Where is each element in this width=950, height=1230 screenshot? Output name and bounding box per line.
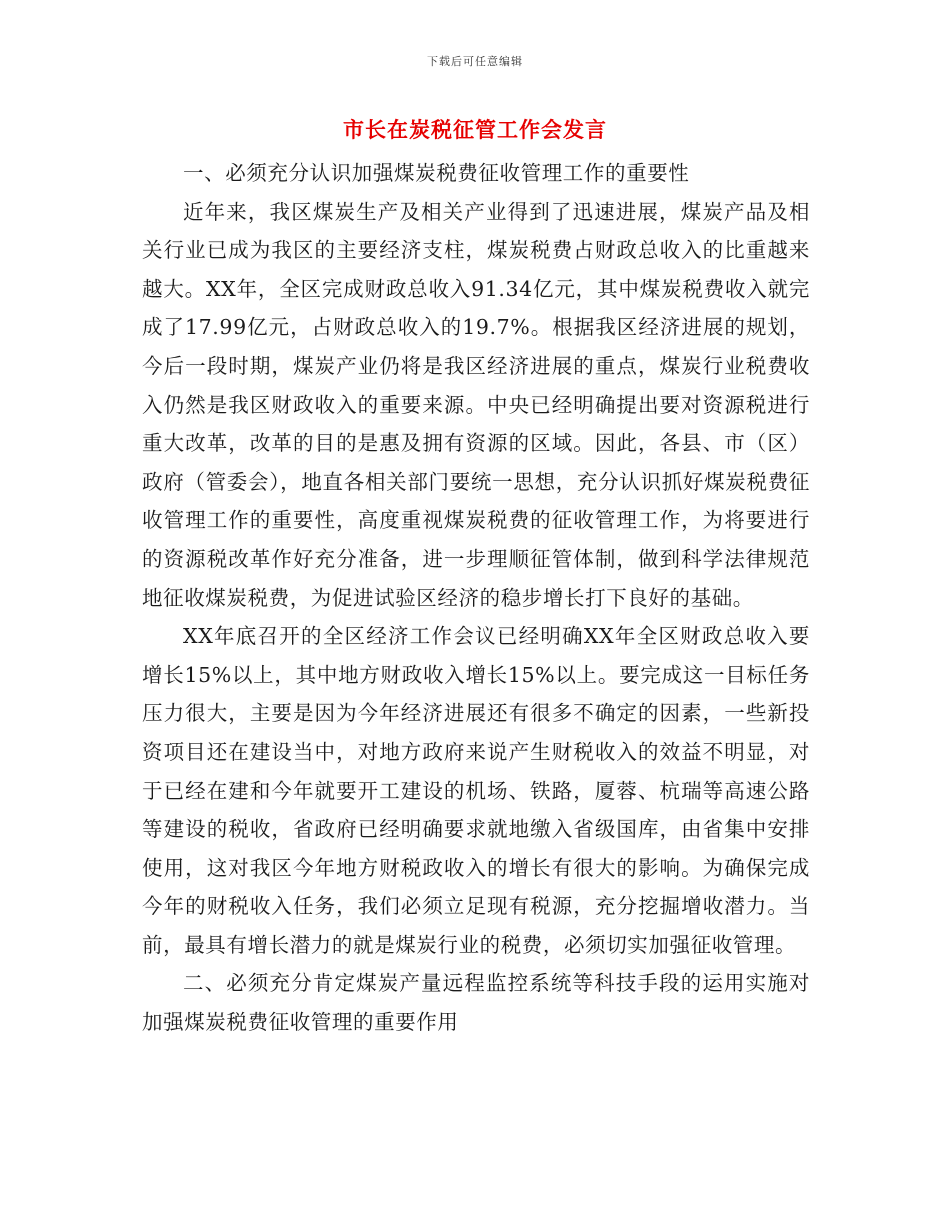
header-note: 下载后可任意编辑 — [427, 55, 523, 68]
document-body — [142, 154, 810, 1042]
body-paragraph-1: 近年来，我区煤炭生产及相关产业得到了迅速进展，煤炭产品及相关行业已成为我区的主要经济支柱，煤炭税费占财政总收入的比重越来越大。XX年，全区完成财政总收入91.34亿元，其中煤炭税费收入就完成了17.99亿元，占财政总收入的19.7%。根据我区经济进展的规划，今后一段时期，煤炭产业仍将是我区经济进展的重点，煤炭行业税费收入仍然是我区财政收入的重要来源。中央已经明确提出要对资源税进行重大改革，改革的目的是惠及拥有资源的区域。因此，各县、市（区）政府（管委会），地直各相关部门要统一思想，充分认识抓好煤炭税费征收管理工作的重要性，高度重视煤炭税费的征收管理工作，为将要进行的资源税改革作好充分准备，进一步理顺征管体制，做到科学法律规范地征收煤炭税费，为促进试验区经济的稳步增长打下良好的基础。 — [142, 199, 810, 610]
section-heading-1: 一、必须充分认识加强煤炭税费征收管理工作的重要性 — [183, 161, 690, 185]
body-paragraph-2: XX年底召开的全区经济工作会议已经明确XX年全区财政总收入要增长15%以上，其中地方财政收入增长15%以上。要完成这一目标任务压力很大，主要是因为今年经济进展还有很多不确定的因素，一些新投资项目还在建设当中，对地方政府来说产生财税收入的效益不明显，对于已经在建和今年就要开工建设的机场、铁路，厦蓉、杭瑞等高速公路等建设的税收，省政府已经明确要求就地缴入省级国库，由省集中安排使用，这对我区今年地方财税政收入的增长有很大的影响。为确保完成今年的财税收入任务，我们必须立足现有税源，充分挖掘增收潜力。当前，最具有增长潜力的就是煤炭行业的税费，必须切实加强征收管理。 — [142, 624, 810, 957]
document-title: 市长在炭税征管工作会发言 — [343, 117, 607, 142]
section-heading-2: 二、必须充分肯定煤炭产量远程监控系统等科技手段的运用实施对加强煤炭税费征收管理的重要作用 — [142, 971, 810, 1035]
